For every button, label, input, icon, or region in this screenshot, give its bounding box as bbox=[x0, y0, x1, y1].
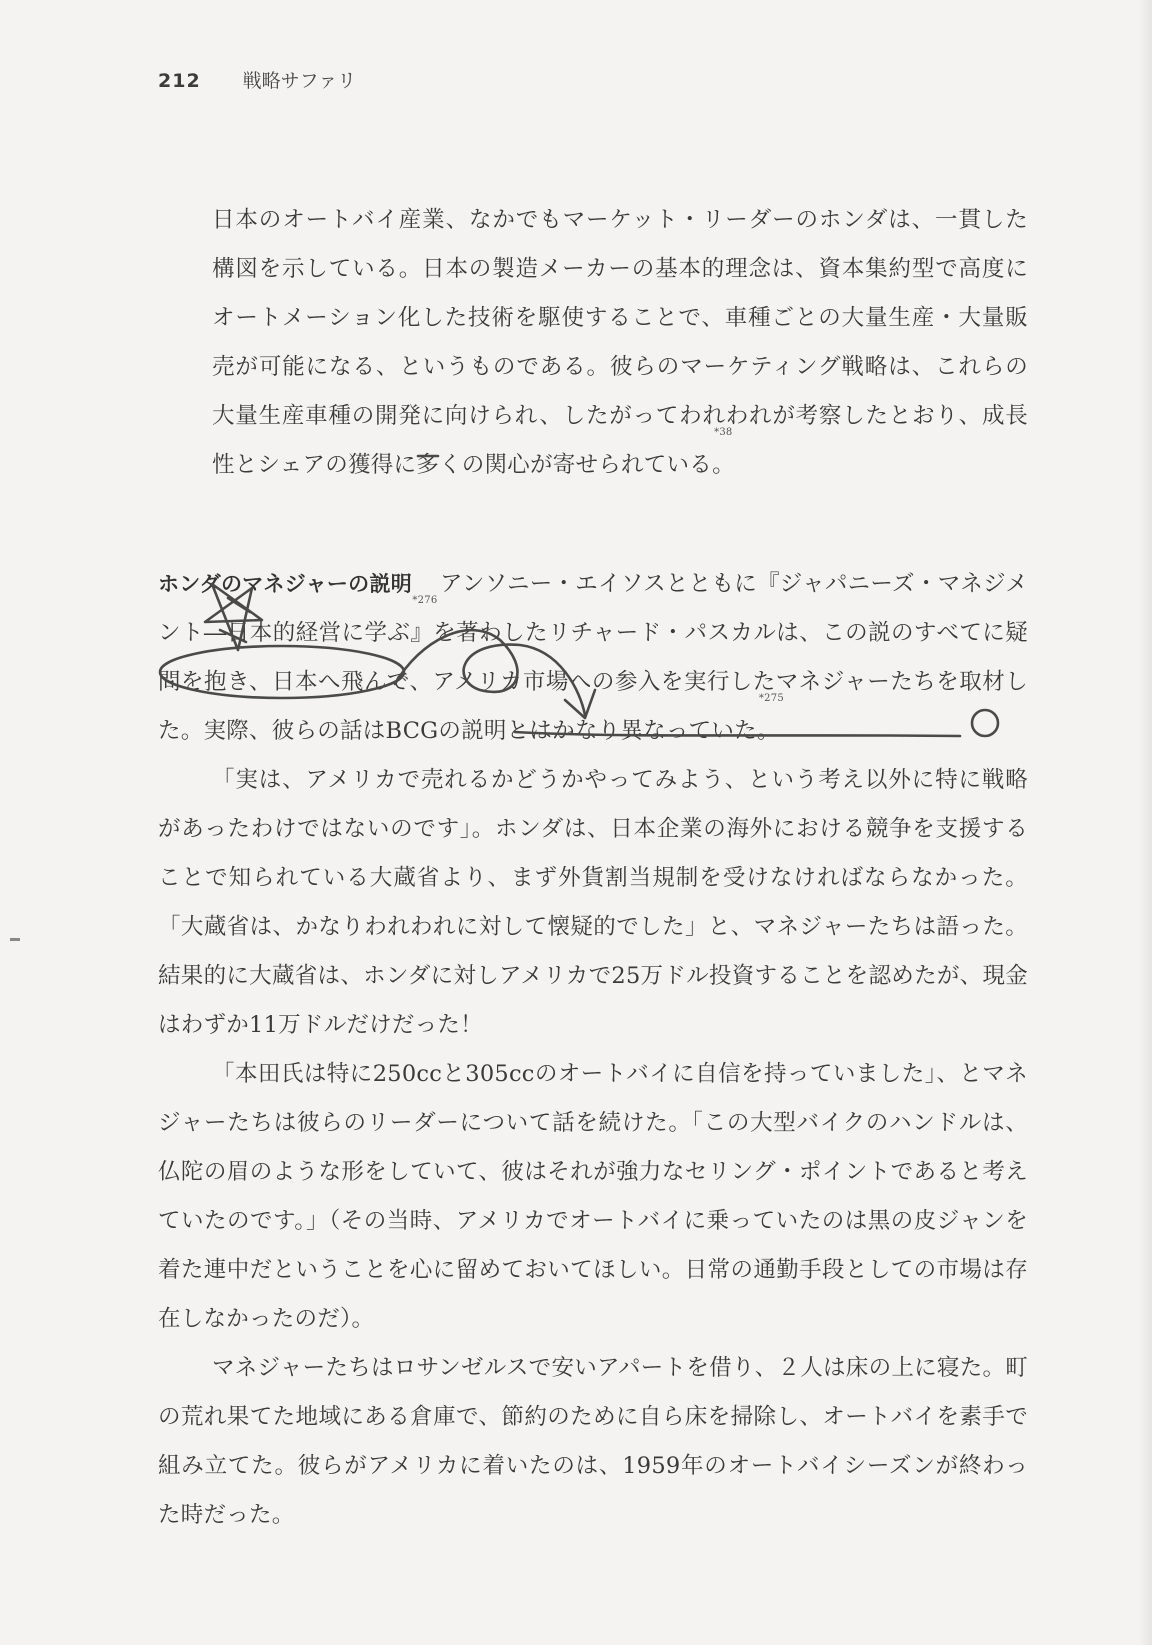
page-edge-shadow bbox=[1138, 0, 1152, 1645]
intro-paragraph bbox=[158, 196, 1028, 490]
intro-paragraph-text: 日本のオートバイ産業、なかでもマーケット・リーダーのホンダは、一貫した構図を示している。日本の製造メーカーの基本的理念は、資本集約型で高度にオートメーション化した技術を駆使することで、車種ごとの大量生産・大量販売が可能になる、というものである。彼らのマーケティング戦略は、これらの大量生産車種の開発に向けられ、したがってわれわれが考察したとおり、成長性とシェアの獲得に多くの関心が寄せられている bbox=[212, 207, 1028, 478]
section-text-a: アンソニー・エイソスとともに『ジャパニーズ・マネジメント―日本的経営に学ぶ bbox=[158, 571, 1028, 646]
footnote-ref-275 bbox=[756, 693, 784, 744]
footnote-ref-38-number: *38 bbox=[714, 427, 733, 438]
page-header bbox=[158, 66, 356, 93]
running-title: 戦略サファリ bbox=[242, 70, 357, 92]
intro-paragraph-end: 。 bbox=[712, 452, 735, 478]
page-number: 212 bbox=[158, 70, 201, 92]
edge-mark bbox=[10, 938, 20, 941]
body-paragraph: マネジャーたちはロサンゼルスで安いアパートを借り、２人は床の上に寝た。町の荒れ果てた地域にある倉庫で、節約のために自ら床を掃除し、オートバイを素手で組み立てた。彼らがアメリカに着いたのは、1959年のオートバイシーズンが終わった時だった。 bbox=[158, 1355, 1028, 1528]
section-lead-end: 。 bbox=[756, 718, 780, 744]
body-paragraph: 「本田氏は特に250ccと305ccのオートバイに自信を持っていました」、とマネジャーたちは彼らのリーダーについて話を続けた。「この大型バイクのハンドルは、仏陀の眉のような形をしていて、彼はそれが強力なセリング・ポイントであると考えていたのです。」（その当時、アメリカでオートバイに乗っていたのは黒の皮ジャンを着た連中だということを心に留めておいてほしい。日常の通勤手段としての市場は存在しなかったのだ）。 bbox=[158, 1061, 1028, 1332]
section-block bbox=[158, 560, 1028, 1540]
section-lead-paragraph bbox=[158, 560, 1028, 756]
footnote-ref-275-number: *275 bbox=[758, 693, 784, 704]
footnote-ref-38 bbox=[712, 427, 735, 478]
body-paragraph: 「実は、アメリカで売れるかどうかやってみよう、という考え以外に特に戦略があったわけではないのです」。ホンダは、日本企業の海外における競争を支援することで知られている大蔵省より、まず外貨割当規制を受けなければならなかった。「大蔵省は、かなりわれわれに対して懐疑的でした」と、マネジャーたちは語った。結果的に大蔵省は、ホンダに対しアメリカで25万ドル投資することを認めたが、現金はわずか11万ドルだけだった！ bbox=[158, 767, 1028, 1038]
footnote-ref-276-number: *276 bbox=[412, 595, 438, 606]
intro-paragraph-block bbox=[158, 196, 1028, 490]
section-text-b: 』を著わしたリチャード・パスカルは、この説のすべてに疑問を抱き、日本へ飛んで、アメリカ市場への参入を実行したマネジャーたちを取材した。実際、彼らの話はBCGの説明とはかなり異なっていた bbox=[158, 620, 1028, 744]
section-heading: ホンダのマネジャーの説明 bbox=[158, 572, 412, 596]
